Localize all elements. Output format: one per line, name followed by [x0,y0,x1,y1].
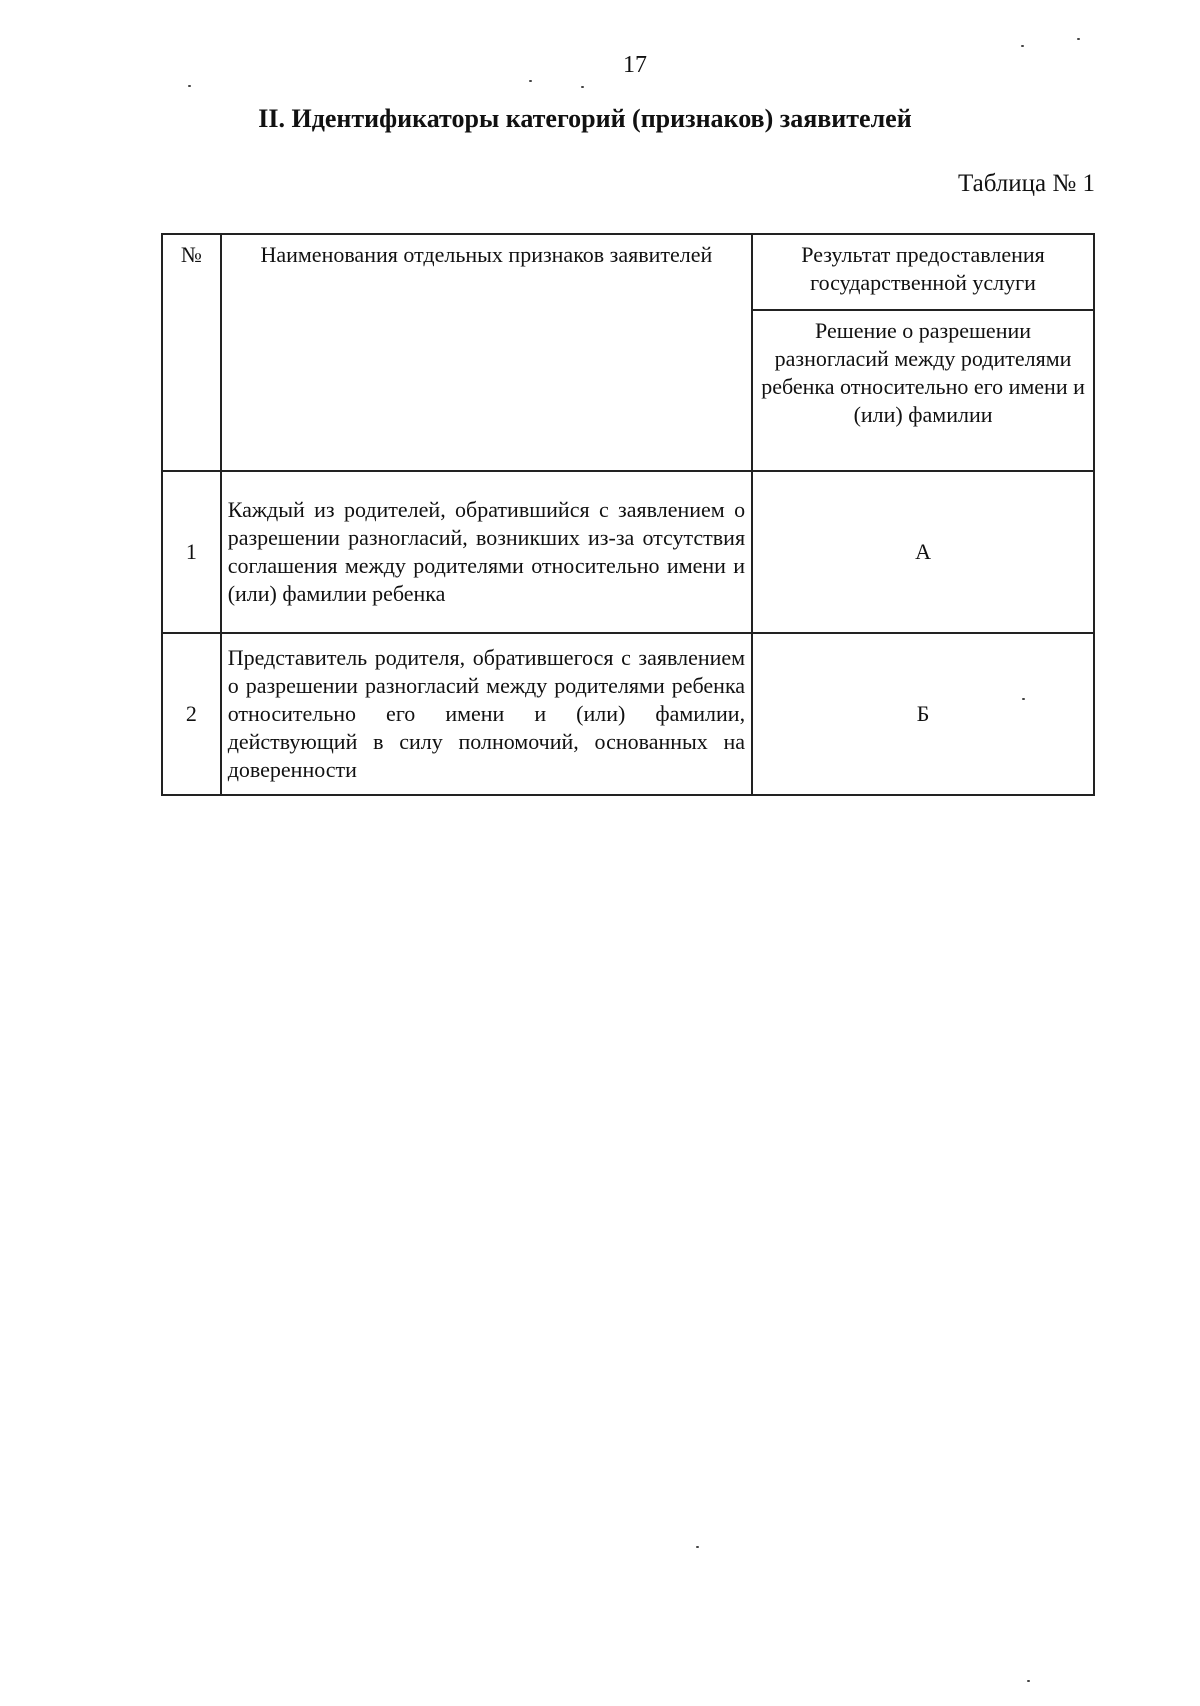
row-num: 2 [185,701,197,726]
scan-speck [1022,698,1025,700]
row-name-cell [221,471,752,633]
row-num-cell [162,471,221,633]
row-name: Представитель родителя, обратившегося с заявлением о разрешении разногласий между родителями ребенка относительно его имени и (или) фамилии, действующий в силу полномочий, основанных на доверенности [227,645,746,782]
header-result-sub-cell [752,310,1094,471]
header-result: Результат предоставления государственной услуги [801,242,1045,295]
page-number: 17 [623,52,647,78]
identifiers-table [161,233,1095,796]
scan-speck [581,86,584,88]
scan-speck [529,80,532,82]
header-result-cell [752,234,1094,310]
scan-speck [1027,1680,1030,1682]
header-num-cell [162,234,221,471]
row-result-cell [752,471,1094,633]
scan-speck [696,1546,699,1548]
header-num: № [180,242,202,267]
row-name-cell [221,633,752,795]
header-name: Наименования отдельных признаков заявителей [260,242,713,267]
header-name-cell [221,234,752,471]
row-result: Б [916,701,930,726]
header-result-sub: Решение о разрешении разногласий между родителями ребенка относительно его имени и (или) фамилии [761,318,1085,427]
scan-speck [1077,38,1080,40]
table-row [162,633,1094,795]
row-num-cell [162,633,221,795]
row-name: Каждый из родителей, обратившийся с заявлением о разрешении разногласий, возникших из-за отсутствия соглашения между родителями относительно имени и (или) фамилии ребенка [227,497,746,606]
scan-speck [1021,45,1024,47]
section-title: II. Идентификаторы категорий (признаков) заявителей [258,104,912,133]
row-num: 1 [185,539,197,564]
row-result: А [915,539,931,564]
table-header-row [162,234,1094,310]
row-result-cell [752,633,1094,795]
table-caption: Таблица № 1 [957,170,1095,197]
scan-speck [188,85,191,87]
table-row [162,471,1094,633]
